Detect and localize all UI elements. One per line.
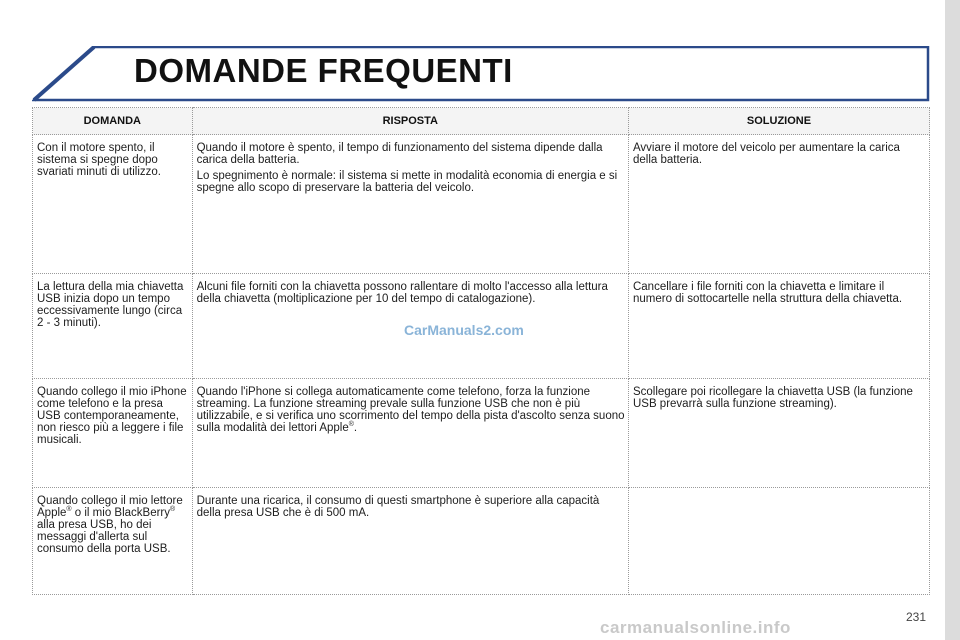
solution-text: Scollegare poi ricollegare la chiavetta USB (la funzione USB prevarrà sulla funzione streaming). bbox=[632, 386, 913, 410]
registered-mark: ® bbox=[348, 421, 354, 429]
watermark-text: CarManuals2.com bbox=[404, 322, 524, 338]
registered-mark: ® bbox=[170, 506, 176, 514]
question-cell bbox=[33, 274, 193, 379]
page-number: 231 bbox=[906, 610, 927, 624]
question-cell bbox=[33, 379, 193, 488]
table-header-row bbox=[33, 108, 930, 135]
question-text: Quando collego il mio lettore Apple bbox=[37, 495, 183, 519]
answer-text-end: . bbox=[353, 422, 358, 434]
table-row bbox=[33, 488, 930, 595]
solution-cell bbox=[628, 274, 929, 379]
question-text: Con il motore spento, il sistema si spegne dopo svariati minuti di utilizzo. bbox=[37, 142, 161, 178]
table-row bbox=[33, 379, 930, 488]
question-cell bbox=[33, 488, 193, 595]
header-solution: SOLUZIONE bbox=[628, 108, 929, 135]
answer-paragraph: Alcuni file forniti con la chiavetta possono rallentare di molto l'accesso alla lettura della chiavetta (moltiplicazione per 10 del tempo di catalogazione). bbox=[196, 281, 608, 305]
answer-cell bbox=[192, 488, 628, 595]
question-text: alla presa USB, ho dei messaggi d'allerta sul consumo della porta USB. bbox=[37, 519, 171, 555]
solution-cell bbox=[628, 488, 929, 595]
question-cell bbox=[33, 135, 193, 274]
question-text: Quando collego il mio iPhone come telefono e la presa USB contemporaneamente, non riesco più a leggere i file musicali. bbox=[37, 386, 187, 446]
faq-table bbox=[32, 107, 930, 595]
answer-paragraph: Lo spegnimento è normale: il sistema si mette in modalità economia di energia e si spegne allo scopo di preservare la batteria del veicolo. bbox=[196, 170, 618, 194]
footer-watermark: carmanualsonline.info bbox=[600, 618, 791, 637]
answer-paragraph: Quando il motore è spento, il tempo di funzionamento del sistema dipende dalla carica della batteria. bbox=[196, 142, 603, 166]
answer-cell bbox=[192, 379, 628, 488]
registered-mark: ® bbox=[66, 506, 72, 514]
right-margin-bar bbox=[945, 0, 960, 640]
page-title: DOMANDE FREQUENTI bbox=[134, 52, 513, 89]
header-question: DOMANDA bbox=[33, 108, 193, 135]
answer-cell bbox=[192, 135, 628, 274]
header-answer: RISPOSTA bbox=[192, 108, 628, 135]
solution-cell bbox=[628, 379, 929, 488]
question-text: La lettura della mia chiavetta USB inizia dopo un tempo eccessivamente lungo (circa 2 - 3 minuti). bbox=[37, 281, 184, 329]
solution-text: Cancellare i file forniti con la chiavetta e limitare il numero di sottocartelle nella struttura della chiavetta. bbox=[632, 281, 903, 305]
solution-cell bbox=[628, 135, 929, 274]
table-row bbox=[33, 135, 930, 274]
answer-paragraph: Durante una ricarica, il consumo di questi smartphone è superiore alla capacità della presa USB che è di 500 mA. bbox=[196, 495, 600, 519]
answer-paragraph bbox=[197, 386, 625, 434]
question-text: o il mio BlackBerry bbox=[71, 507, 171, 519]
answer-text: Quando l'iPhone si collega automaticamente come telefono, forza la funzione streaming. La funzione streaming prevale sulla funzione USB che non è più utilizzabile, e si verifica uno scorrimento del tempo della pista d'ascolto senza suono sulla modalità dei lettori Apple bbox=[196, 386, 625, 434]
solution-text: Avviare il motore del veicolo per aumentare la carica della batteria. bbox=[632, 142, 900, 166]
